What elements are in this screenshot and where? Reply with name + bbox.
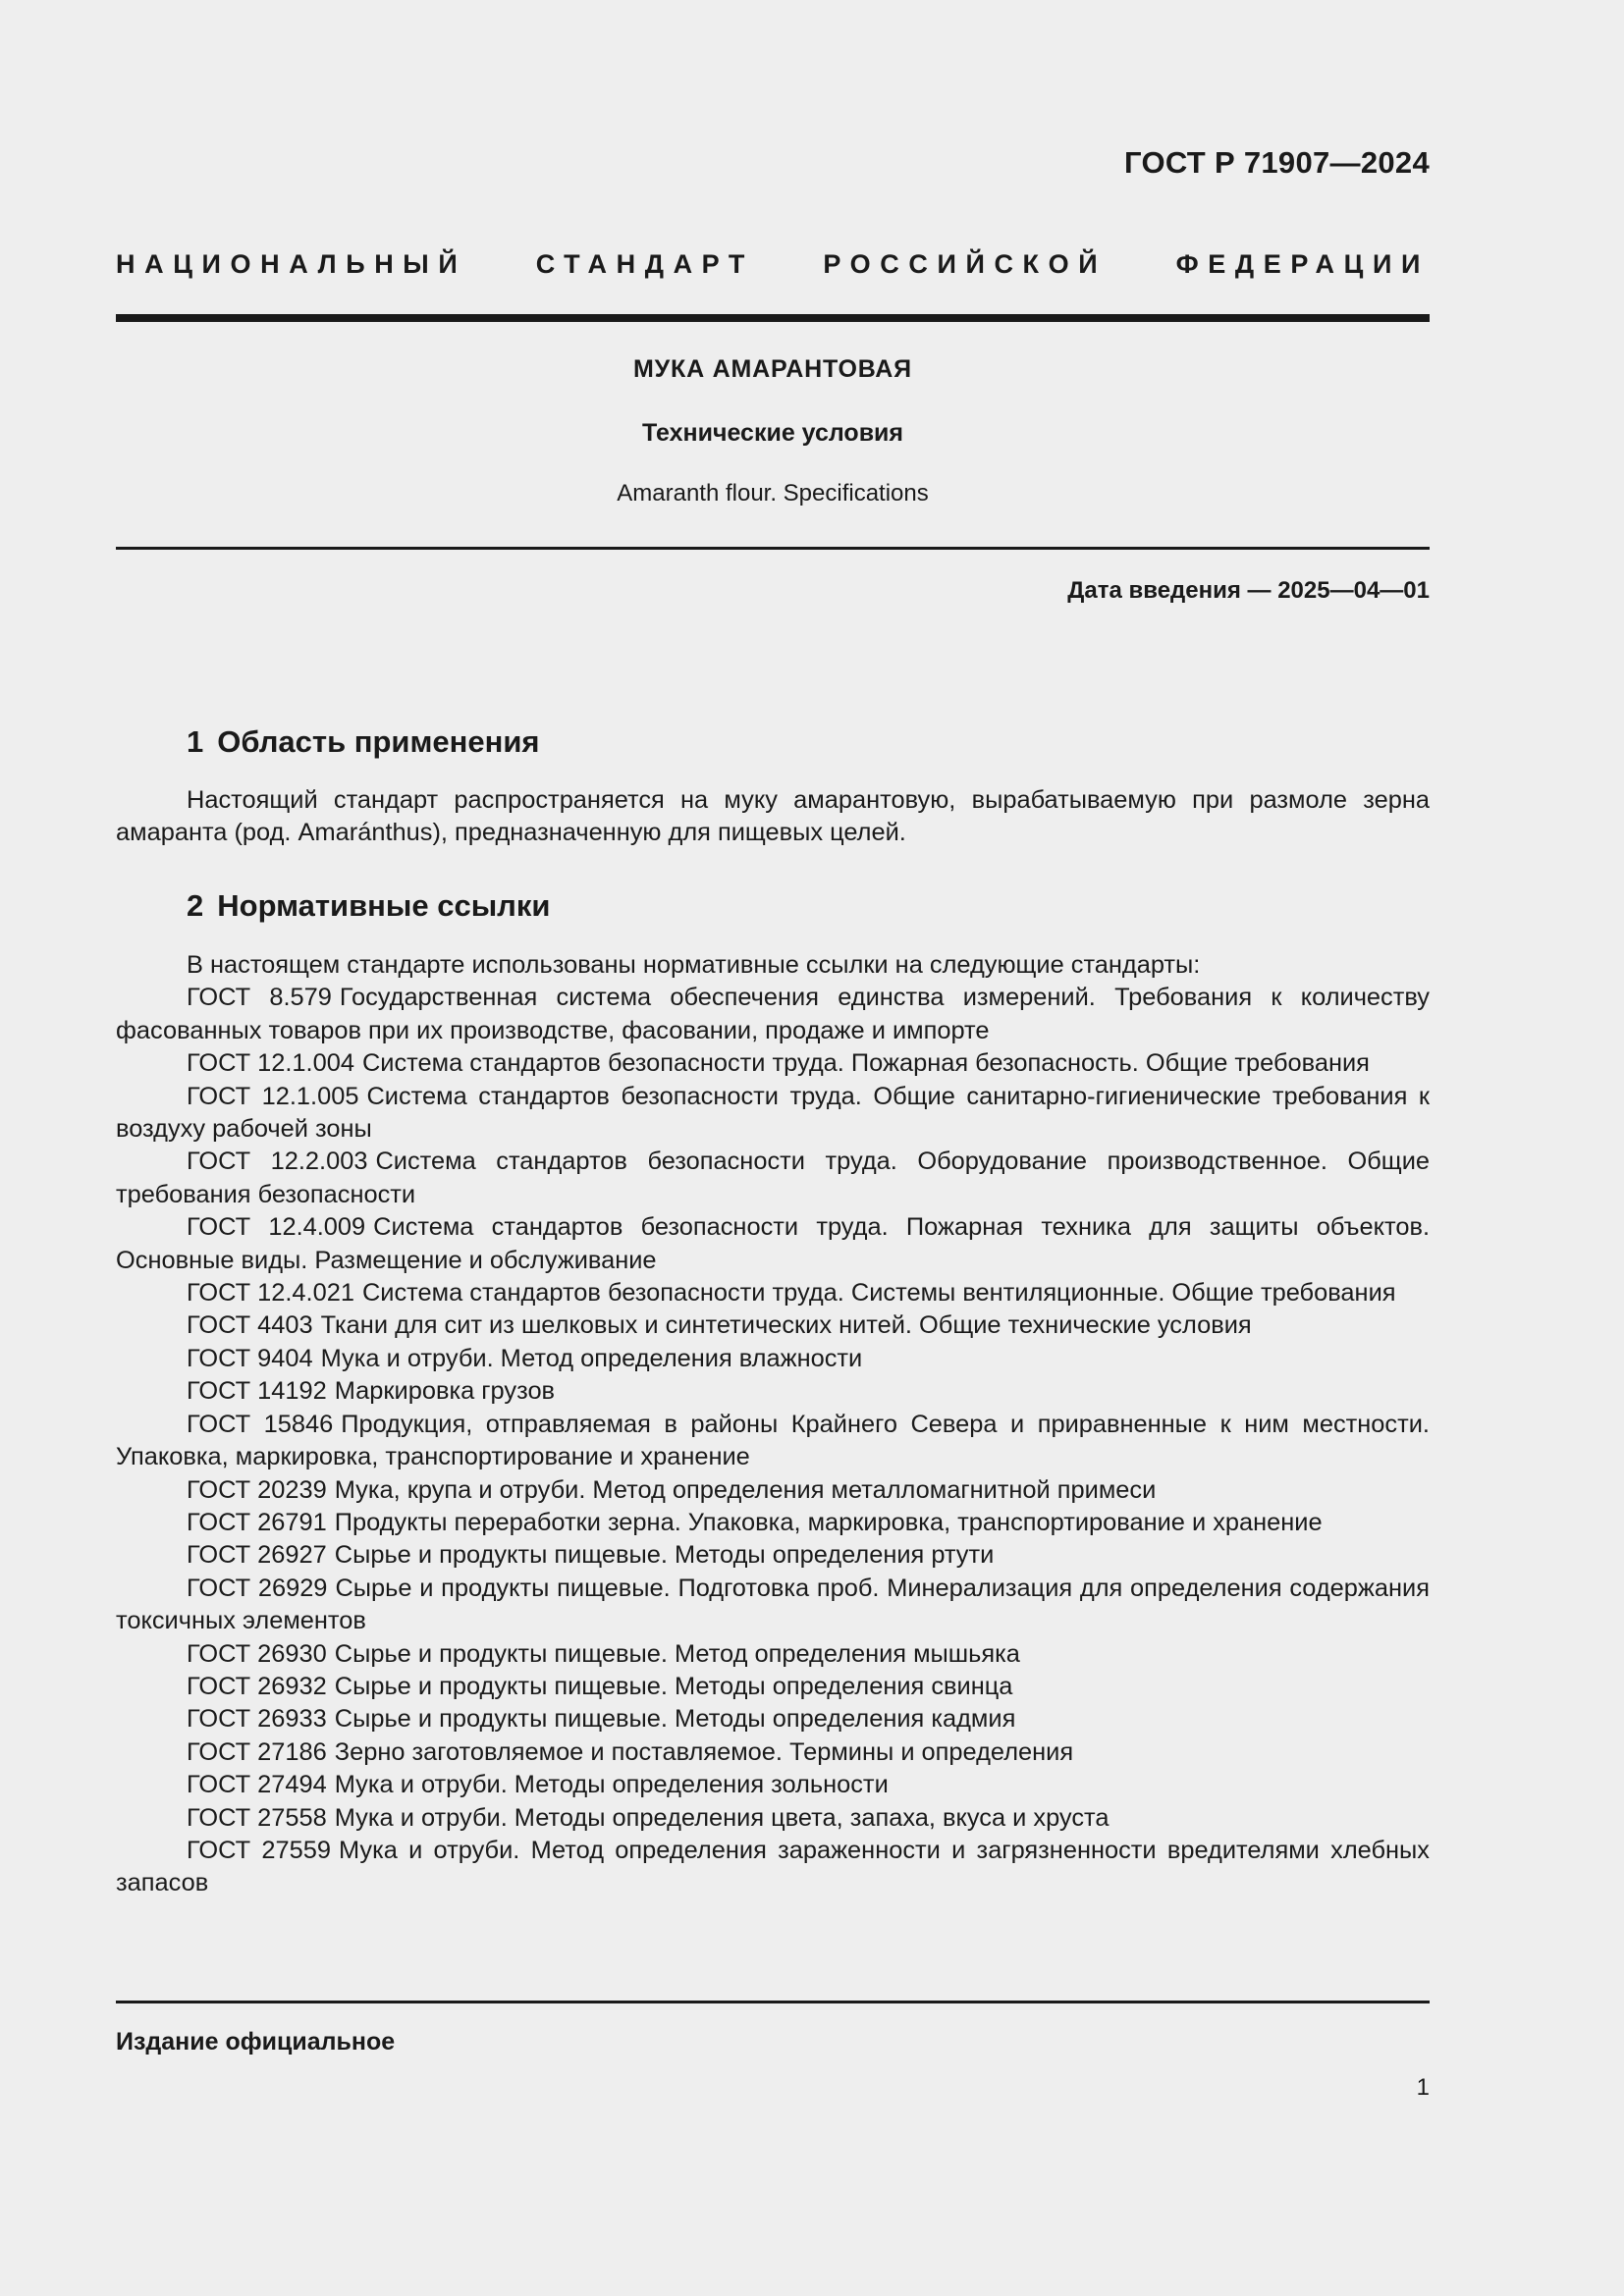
reference-item [116, 1638, 1430, 1671]
reference-title: Сырье и продукты пищевые. Методы определения свинца [334, 1672, 1013, 1700]
reference-code: ГОСТ 4403 [187, 1311, 313, 1340]
reference-item [116, 1507, 1430, 1539]
reference-item [116, 1802, 1430, 1835]
reference-title: Государственная система обеспечения единства измерений. Требования к количеству фасованных товаров при их производстве, фасовании, продаже и импорте [116, 984, 1431, 1044]
reference-title: Сырье и продукты пищевые. Подготовка проб. Минерализация для определения содержания токсичных элементов [116, 1574, 1430, 1635]
reference-title: Система стандартов безопасности труда. Системы вентиляционные. Общие требования [361, 1279, 1396, 1308]
reference-code: ГОСТ 12.4.021 [187, 1279, 354, 1308]
reference-item [116, 1769, 1430, 1801]
reference-item [116, 1146, 1430, 1211]
reference-code: ГОСТ 27494 [187, 1771, 327, 1799]
reference-title: Ткани для сит из шелковых и синтетических нитей. Общие технические условия [320, 1311, 1252, 1340]
reference-item [116, 1409, 1430, 1474]
document-title-english: Amaranth flour. Specifications [617, 480, 929, 507]
section-number: 2 [187, 888, 204, 923]
reference-title: Система стандартов безопасности труда. Пожарная техника для защиты объектов. Основные виды. Размещение и обслуживание [116, 1213, 1430, 1274]
document-title: МУКА АМАРАНТОВАЯ [633, 355, 912, 383]
reference-item [116, 1375, 1430, 1408]
section-number: 1 [187, 724, 204, 759]
reference-title: Сырье и продукты пищевые. Метод определения мышьяка [334, 1639, 1020, 1668]
reference-item [116, 982, 1430, 1047]
reference-code: ГОСТ 15846 [187, 1410, 334, 1438]
reference-code: ГОСТ 26933 [187, 1705, 327, 1734]
reference-item [116, 1539, 1430, 1572]
reference-title: Зерно заготовляемое и поставляемое. Термины и определения [334, 1737, 1074, 1766]
document-code: ГОСТ Р 71907—2024 [1124, 145, 1430, 180]
title-divider [116, 547, 1430, 550]
section-body-references [116, 949, 1430, 1900]
reference-code: ГОСТ 9404 [187, 1344, 313, 1372]
reference-code: ГОСТ 12.1.005 [187, 1082, 359, 1110]
reference-title: Продукты переработки зерна. Упаковка, маркировка, транспортирование и хранение [334, 1508, 1323, 1536]
reference-code: ГОСТ 14192 [187, 1377, 327, 1406]
reference-item [116, 1736, 1430, 1769]
section-heading-references [187, 888, 550, 924]
reference-item [116, 1081, 1430, 1147]
introduction-date: Дата введения — 2025—04—01 [1067, 577, 1430, 604]
reference-title: Система стандартов безопасности труда. Оборудование производственное. Общие требования безопасности [116, 1148, 1431, 1208]
section-heading-scope [187, 724, 540, 760]
reference-code: ГОСТ 27559 [187, 1836, 331, 1864]
reference-list [116, 982, 1430, 1899]
reference-code: ГОСТ 26932 [187, 1672, 327, 1700]
section-title: Нормативные ссылки [217, 888, 551, 923]
reference-title: Маркировка грузов [334, 1377, 556, 1406]
reference-code: ГОСТ 26791 [187, 1508, 327, 1536]
reference-code: ГОСТ 26927 [187, 1541, 327, 1570]
reference-item [116, 1835, 1430, 1900]
reference-code: ГОСТ 12.4.009 [187, 1213, 366, 1242]
reference-item [116, 1309, 1430, 1342]
section-title: Область применения [217, 724, 540, 759]
reference-code: ГОСТ 20239 [187, 1475, 327, 1504]
reference-item [116, 1211, 1430, 1277]
paragraph: В настоящем стандарте использованы нормативные ссылки на следующие стандарты: [187, 951, 1201, 979]
reference-code: ГОСТ 26930 [187, 1639, 327, 1668]
reference-code: ГОСТ 27558 [187, 1803, 327, 1832]
paragraph: Настоящий стандарт распространяется на муку амарантовую, вырабатываемую при размоле зерна амаранта (род. Amaránthus), предназначенную для пищевых целей. [116, 786, 1430, 847]
reference-code: ГОСТ 12.1.004 [187, 1049, 354, 1078]
reference-item [116, 1703, 1430, 1735]
reference-item [116, 1474, 1430, 1507]
reference-item [116, 1671, 1430, 1703]
reference-title: Сырье и продукты пищевые. Методы определения кадмия [334, 1705, 1016, 1734]
reference-title: Сырье и продукты пищевые. Методы определения ртути [334, 1541, 995, 1570]
section-body-scope [116, 784, 1430, 850]
reference-item [116, 1277, 1430, 1309]
reference-title: Мука и отруби. Методы определения зольности [334, 1771, 889, 1799]
reference-title: Система стандартов безопасности труда. Пожарная безопасность. Общие требования [361, 1049, 1370, 1078]
reference-title: Мука, крупа и отруби. Метод определения металломагнитной примеси [334, 1475, 1157, 1504]
edition-label: Издание официальное [116, 2028, 396, 2056]
reference-title: Мука и отруби. Методы определения цвета, запаха, вкуса и хруста [334, 1803, 1110, 1832]
reference-title: Мука и отруби. Метод определения влажности [320, 1344, 863, 1372]
reference-item [116, 1343, 1430, 1375]
national-standard-banner: НАЦИОНАЛЬНЫЙ СТАНДАРТ РОССИЙСКОЙ ФЕДЕРАЦИИ [116, 249, 1430, 279]
reference-title: Система стандартов безопасности труда. Общие санитарно-гигиенические требования к воздуху рабочей зоны [116, 1082, 1431, 1144]
document-subtitle: Технические условия [641, 419, 904, 447]
reference-code: ГОСТ 26929 [187, 1574, 328, 1602]
footer-divider [116, 2001, 1430, 2003]
reference-title: Продукция, отправляемая в районы Крайнего Севера и приравненные к ним местности. Упаковка, маркировка, транспортирование и хранение [116, 1410, 1430, 1471]
reference-item [116, 1573, 1430, 1638]
page-number: 1 [1416, 2074, 1430, 2101]
header-divider [116, 314, 1430, 322]
reference-item [116, 1047, 1430, 1080]
reference-code: ГОСТ 27186 [187, 1737, 327, 1766]
reference-title: Мука и отруби. Метод определения зараженности и загрязненности вредителями хлебных запасов [116, 1836, 1430, 1897]
reference-code: ГОСТ 8.579 [187, 984, 332, 1012]
reference-code: ГОСТ 12.2.003 [187, 1148, 368, 1176]
